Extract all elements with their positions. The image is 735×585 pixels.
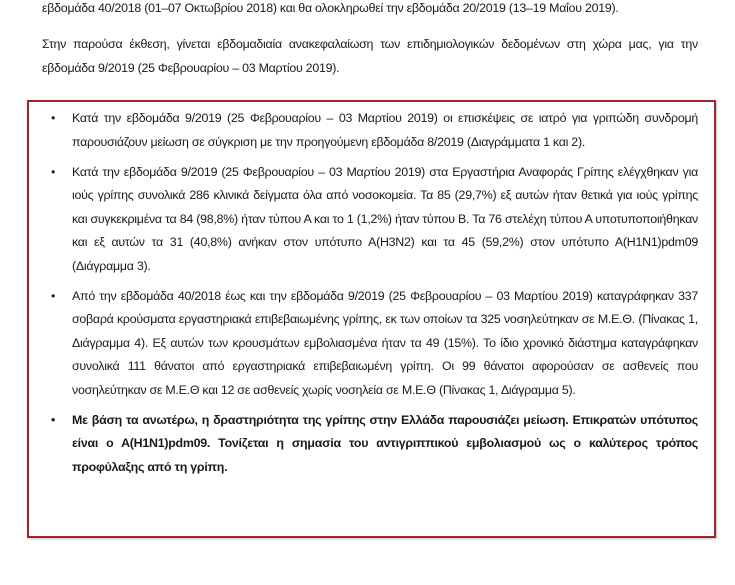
summary-box [27,100,716,538]
bullet-icon: • [51,164,56,179]
summary-item-text: Κατά την εβδομάδα 9/2019 (25 Φεβρουαρίου – 03 Μαρτίου 2019) οι επισκέψεις σε ιατρό για γριπώδη συνδρομή παρουσιάζουν μείωση σε σύγκριση με την προηγούμενη εβδομάδα 8/2019 (Διαγράμματα 1 και 2). [72,111,698,149]
intro-paragraph-season: εβδομάδα 40/2018 (01–07 Οκτωβρίου 2018) και θα ολοκληρωθεί την εβδομάδα 20/2019 (13–19 Μαΐου 2019). [42,1,619,15]
bullet-icon: • [51,288,56,303]
summary-item-lab-samples [29,161,714,279]
bullet-icon: • [51,111,56,125]
summary-item-severe-cases [29,285,714,403]
summary-item-ili-visits [29,107,714,154]
intro-paragraph-report: Στην παρούσα έκθεση, γίνεται εβδομαδιαία ανακεφαλαίωση των επιδημιολογικών δεδομένων στη χώρα μας, για την εβδομάδα 9/2019 (25 Φεβρουαρίου – 03 Μαρτίου 2019). [42,37,698,75]
summary-item-text: Κατά την εβδομάδα 9/2019 (25 Φεβρουαρίου – 03 Μαρτίου 2019) στα Εργαστήρια Αναφοράς Γρίπης ελέγχθηκαν για ιούς γρίπης συνολικά 286 κλινικά δείγματα όλα από νοσοκομεία. Τα 85 (29,7%) εξ αυτών ήταν θετικά για ιούς γρίπης και συγκεκριμένα τα 84 (98,8%) ήταν τύπου Α και το 1 (1,2%) ήταν τύπου Β. Τα 76 στελέχη τύπου Α υποτυποποιήθηκαν και εξ αυτών τα 31 (40,8%) ανήκαν στον υπότυπο Α(Η3Ν2) και τα 45 (59,2%) στον υπότυπο Α(Η1Ν1)pdm09 (Διάγραμμα 3). [72,164,698,273]
summary-item-text: Από την εβδομάδα 40/2018 έως και την εβδομάδα 9/2019 (25 Φεβρουαρίου – 03 Μαρτίου 2019) καταγράφηκαν 337 σοβαρά κρούσματα εργαστηριακά επιβεβαιωμένης γρίπης, εκ των οποίων τα 325 νοσηλεύτηκαν σε Μ.Ε.Θ. (Πίνακας 1, Διάγραμμα 4). Εξ αυτών των κρουσμάτων εμβολιασμένα ήταν τα 49 (15%). Το ίδιο χρονικό διάστημα καταγράφηκαν συνολικά 111 θάνατοι από εργαστηριακά επιβεβαιωμένη γρίπη. Οι 99 θάνατοι αφορούσαν σε ασθενείς που νοσηλεύτηκαν σε Μ.Ε.Θ και 12 σε ασθενείς χωρίς νοσηλεία σε Μ.Ε.Θ (Πίνακας 1, Διάγραμμα 5). [72,288,698,397]
summary-list [29,107,714,486]
bullet-icon: • [51,412,56,427]
summary-item-text: Με βάση τα ανωτέρω, η δραστηριότητα της γρίπης στην Ελλάδα παρουσιάζει μείωση. Επικρατών υπότυπος είναι ο Α(Η1Ν1)pdm09. Τονίζεται η σημασία του αντιγριππικού εμβολιασμού ως ο καλύτερος τρόπος προφύλαξης από τη γρίπη. [72,412,698,474]
summary-item-conclusion [29,409,714,480]
